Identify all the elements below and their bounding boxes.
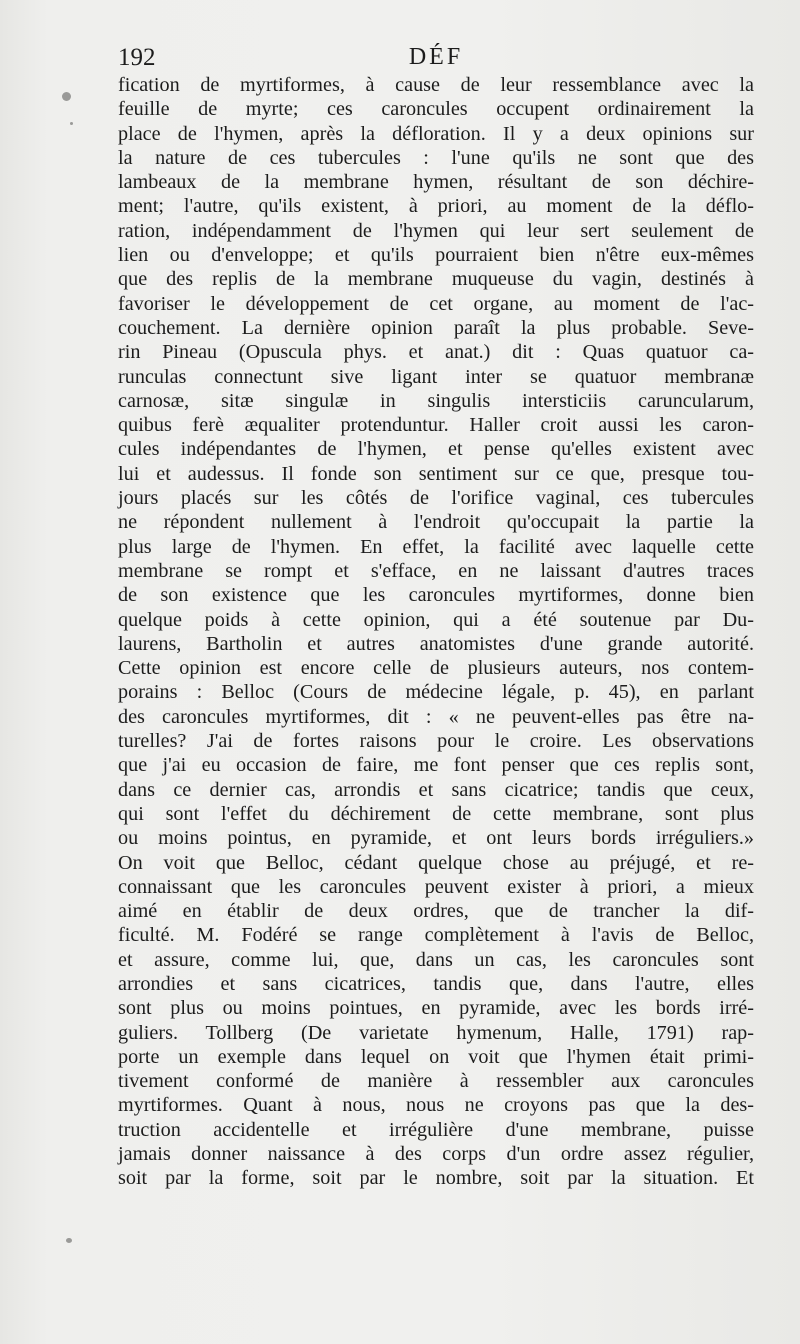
text-line: ration, indépendamment de l'hymen qui leur sert seulement de [118,219,754,242]
text-line: lambeaux de la membrane hymen, résultant de son déchire- [118,171,754,194]
text-line: ou moins pointus, en pyramide, et ont leurs bords irréguliers.» [118,827,754,850]
text-line: guliers. Tollberg (De varietate hymenum, Halle, 1791) rap- [118,1021,754,1044]
text-line: rin Pineau (Opuscula phys. et anat.) dit : Quas quatuor ca- [118,341,754,364]
text-line: carnosæ, sitæ singulæ in singulis intersticiis caruncularum, [118,389,754,412]
text-line: connaissant que les caroncules peuvent exister à priori, a mieux [118,875,754,898]
text-line: fication de myrtiformes, à cause de leur ressemblance avec la [118,74,754,96]
text-line: quelque poids à cette opinion, qui a été soutenue par Du- [118,608,754,631]
text-line: couchement. La dernière opinion paraît la plus probable. Seve- [118,316,754,339]
text-line: quibus ferè æqualiter protenduntur. Haller croit aussi les caron- [118,414,754,437]
text-line: aimé en établir de deux ordres, que de trancher la dif- [118,900,754,923]
paper-speck [66,1238,72,1243]
text-line: jours placés sur les côtés de l'orifice vaginal, ces tubercules [118,487,754,510]
text-line: de son existence que les caroncules myrtiformes, donne bien [118,584,754,607]
text-line: qui sont l'effet du déchirement de cette membrane, sont plus [118,802,754,825]
text-line: soit par la forme, soit par le nombre, soit par la situation. Et [118,1167,754,1190]
text-line: porains : Belloc (Cours de médecine légale, p. 45), en parlant [118,681,754,704]
text-line: la nature de ces tubercules : l'une qu'ils ne sont que des [118,146,754,169]
text-line: dans ce dernier cas, arrondis et sans cicatrice; tandis que ceux, [118,778,754,801]
text-line: feuille de myrte; ces caroncules occupent ordinairement la [118,98,754,121]
text-line: arrondies et sans cicatrices, tandis que, dans l'autre, elles [118,972,754,995]
body-text [118,73,754,1191]
text-line: ficulté. M. Fodéré se range complètement à l'avis de Belloc, [118,924,754,947]
text-line: favoriser le développement de cet organe, au moment de l'ac- [118,292,754,315]
text-line: sont plus ou moins pointues, en pyramide, avec les bords irré- [118,997,754,1020]
text-line: que des replis de la membrane muqueuse du vagin, destinés à [118,268,754,291]
text-line: et assure, comme lui, que, dans un cas, les caroncules sont [118,948,754,971]
text-line: ne répondent nullement à l'endroit qu'occupait la partie la [118,511,754,534]
running-head: DÉF [408,44,464,70]
text-line: tivement conformé de manière à ressembler aux caroncules [118,1070,754,1093]
text-line: myrtiformes. Quant à nous, nous ne croyons pas que la des- [118,1094,754,1117]
text-line: que j'ai eu occasion de faire, me font penser que ces replis sont, [118,754,754,777]
text-line: turelles? J'ai de fortes raisons pour le croire. Les observations [118,730,754,753]
text-line: jamais donner naissance à des corps d'un ordre assez régulier, [118,1143,754,1166]
text-line: plus large de l'hymen. En effet, la facilité avec laquelle cette [118,535,754,558]
paper-speck [70,122,73,125]
text-line: laurens, Bartholin et autres anatomistes d'une grande autorité. [118,632,754,655]
text-line: lui et audessus. Il fonde son sentiment sur ce que, presque tou- [118,462,754,485]
page-number: 192 [118,44,156,71]
page-header [118,44,754,76]
paper-speck [62,92,71,101]
text-line: porte un exemple dans lequel on voit que l'hymen était primi- [118,1045,754,1068]
text-line: runculas connectunt sive ligant inter se quatuor membranæ [118,365,754,388]
text-line: ment; l'autre, qu'ils existent, à priori, au moment de la déflo- [118,195,754,218]
text-line: des caroncules myrtiformes, dit : « ne peuvent-elles pas être na- [118,705,754,728]
text-line: place de l'hymen, après la défloration. Il y a deux opinions sur [118,122,754,145]
text-line: cules indépendantes de l'hymen, et pense qu'elles existent avec [118,438,754,461]
text-line: lien ou d'enveloppe; et qu'ils pourraient bien n'être eux-mêmes [118,244,754,267]
text-line: On voit que Belloc, cédant quelque chose au préjugé, et re- [118,851,754,874]
text-line: truction accidentelle et irrégulière d'une membrane, puisse [118,1118,754,1141]
text-line: membrane se rompt et s'efface, en ne laissant d'autres traces [118,559,754,582]
text-line: Cette opinion est encore celle de plusieurs auteurs, nos contem- [118,657,754,680]
